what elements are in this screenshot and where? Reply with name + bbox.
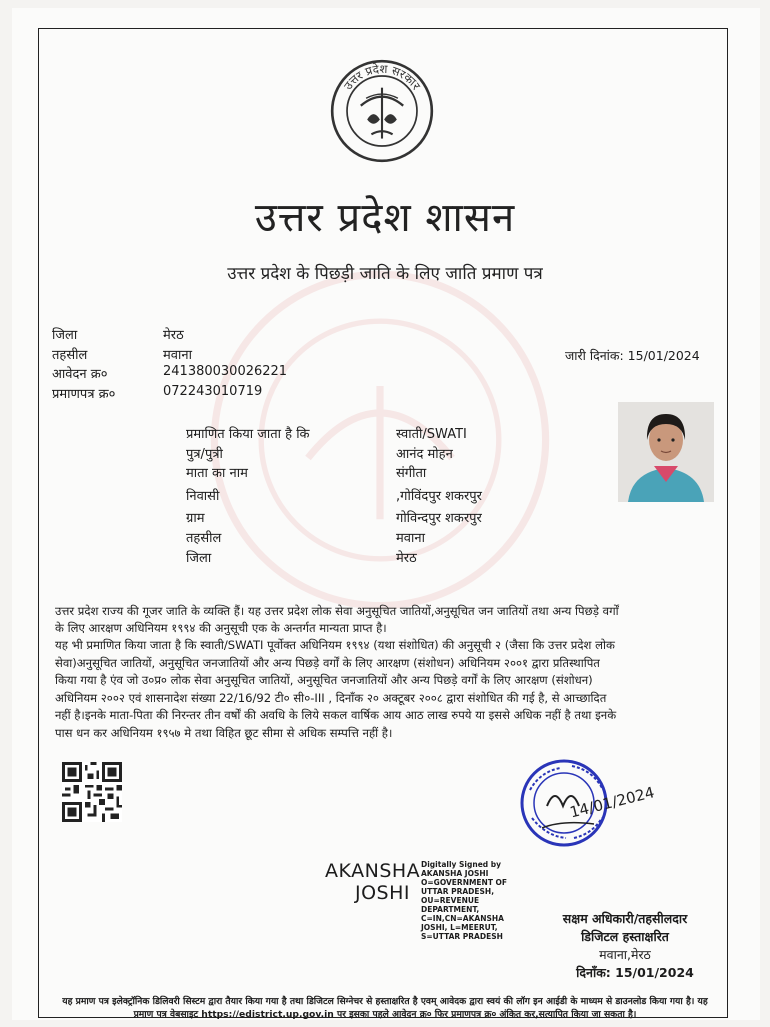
signer-name-line1: AKANSHA (325, 860, 421, 882)
officer-designation: सक्षम अधिकारी/तहसीलदार (562, 911, 688, 926)
body-line-3: यह भी प्रमाणित किया जाता है कि स्वाती/SWATI पूर्वोक्त अधिनियम १९९४ (यथा संशोधित) की अनुसूची २ (जैसा कि उत्तर प्रदेश लोक (55, 638, 615, 652)
meta-value-certificate-no: 072243010719 (163, 384, 263, 399)
detail-value-tehsil: मवाना (396, 531, 425, 546)
body-line-6: अधिनियम २००२ एवं शासनादेश संख्या 22/16/92 टी० सी०-III , दिनाँक २० अक्टूबर २००८ द्वारा संशोधित की गई है, से आच्छादित (55, 691, 607, 705)
document-title: उत्तर प्रदेश शासन (254, 195, 516, 241)
meta-label-certificate-no: प्रमाणपत्र क्र० (52, 387, 116, 402)
body-line-2: के लिए आरक्षण अधिनियम १९९४ की अनुसूची एक के अन्तर्गत मान्यता प्राप्त है। (55, 621, 387, 635)
up-government-emblem (329, 58, 435, 164)
detail-value-father: आनंद मोहन (396, 447, 453, 462)
body-line-8: पास धन कर अधिनियम १९५७ मे तथा विहित छूट सीमा से अधिक सम्पत्ति नहीं है। (55, 726, 393, 740)
detail-label-district: जिला (186, 551, 212, 566)
detail-value-name: स्वाती/SWATI (396, 427, 467, 442)
meta-label-tehsil: तहसील (52, 348, 88, 363)
signer-name-line2: JOSHI (355, 882, 411, 904)
officer-date: दिनाँक: 15/01/2024 (576, 965, 694, 980)
detail-value-resident: ,गोविंदपुर शकरपुर (396, 489, 482, 504)
issue-date: जारी दिनांक: 15/01/2024 (565, 348, 700, 363)
applicant-photo (618, 402, 714, 502)
meta-value-application-no: 241380030026221 (163, 364, 288, 379)
applicant-portrait (618, 402, 714, 502)
detail-label-mother: माता का नाम (186, 466, 248, 481)
detail-label-village: ग्राम (186, 511, 205, 526)
officer-location: मवाना,मेरठ (599, 947, 651, 962)
official-seal-stamp (512, 748, 662, 858)
body-line-5: किया गया है एंव जो उ०प्र० लोक सेवा अनुसूचित जातियों, अनुसूचित जनजातियों और अन्य पिछड़े वर्गों के लिए आरक्षण (संशोधन) (55, 673, 593, 687)
footer-note: यह प्रमाण पत्र इलेक्ट्रॉनिक डिलिवरी सिस्टम द्वारा तैयार किया गया है तथा डिजिटल सिग्नेचर से हस्ताक्षरित है एवम् आवेदक द्वारा स्वयं की लॉग इन आईडी के माध्यम से डाउनलोड किया गया है। यह प्रमाण पत्र वेबसाइट https://edistrict.up.gov.in पर इसका पहले आवेदन क्र० फिर प्रमाणपत्र क्र० अंकित कर,सत्यापित किया जा सकता है। (62, 996, 708, 1020)
handwritten-date: 14/01/2024 (568, 783, 657, 822)
body-line-4: सेवा)अनुसूचित जातियों, अनुसूचित जनजातियों और अन्य पिछड़े वर्गों के लिए आरक्षण (संशोधन) अधिनियम २००१ द्वारा प्रतिस्थापित (55, 656, 600, 670)
body-line-7: नहीं है।इनके माता-पिता की निरन्तर तीन वर्षों की अवधि के लिये सकल वार्षिक आय आठ लाख रुपये या इससे अधिक नहीं है तथा इनके (55, 708, 617, 722)
detail-label-son-daughter: पुत्र/पुत्री (186, 447, 223, 462)
meta-value-tehsil: मवाना (163, 348, 192, 363)
detail-label-certified: प्रमाणित किया जाता है कि (186, 427, 310, 442)
body-line-1: उत्तर प्रदेश राज्य की गूजर जाति के व्यक्ति हैं। यह उत्तर प्रदेश लोक सेवा अनुसूचित जातियों,अनुसूचित जन जातियों तथा अन्य पिछड़े वर्गों (55, 604, 619, 618)
detail-value-district: मेरठ (396, 551, 417, 566)
meta-label-application-no: आवेदन क्र० (52, 367, 108, 382)
detail-label-resident: निवासी (186, 489, 220, 504)
meta-value-district: मेरठ (163, 328, 184, 343)
emblem-lettering: उत्तर प्रदेश सरकार (340, 61, 424, 93)
qr-code[interactable] (62, 762, 122, 822)
certificate-subtitle: उत्तर प्रदेश के पिछड़ी जाति के लिए जाति प्रमाण पत्र (227, 264, 543, 284)
meta-label-district: जिला (52, 328, 78, 343)
detail-label-tehsil: तहसील (186, 531, 222, 546)
digital-signature-details: Digitally Signed by AKANSHA JOSHI O=GOVERNMENT OF UTTAR PRADESH, OU=REVENUE DEPARTMENT, C=IN,CN=AKANSHA JOSHI, L=MEERUT, S=UTTAR PRADESH (421, 860, 508, 941)
detail-value-mother: संगीता (396, 466, 427, 481)
detail-value-village: गोविन्दपुर शकरपुर (396, 511, 482, 526)
officer-digital-signed: डिजिटल हस्ताक्षरित (581, 929, 669, 944)
